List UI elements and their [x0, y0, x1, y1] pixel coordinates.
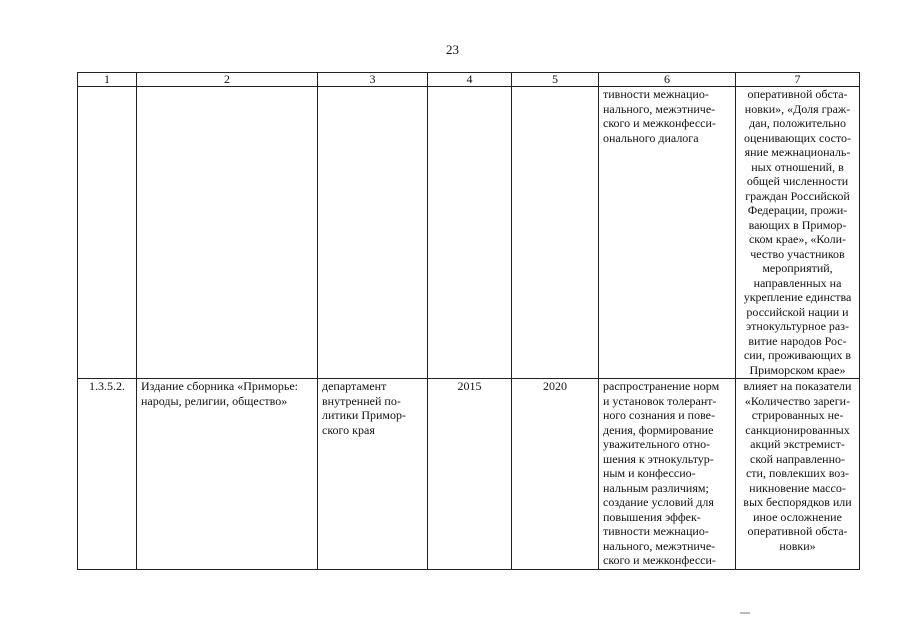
- header-col-2: 2: [137, 73, 318, 87]
- executor-cell: [318, 379, 428, 570]
- event-name-cell: [137, 87, 318, 379]
- program-table: [77, 72, 860, 570]
- header-col-3: 3: [318, 73, 428, 87]
- table-row: [78, 87, 860, 379]
- row-number-cell: [78, 87, 137, 379]
- event-name: Издание сборника «Приморье: народы, религии, общество»: [141, 379, 299, 408]
- header-col-1: 1: [78, 73, 137, 87]
- expected-result-cell: [599, 87, 736, 379]
- header-col-5: 5: [512, 73, 599, 87]
- end-year-cell: [512, 87, 599, 379]
- expected-result-text: распространение норм и установок толерант- ного сознания и пове- дения, формирование уважительного отно- шения к этнокультур- ным и конфессио- нальным различиям; создание условий для повышения эффек- тивности межнацио- нального, межэтниче- ского и межконфесси-: [603, 379, 720, 567]
- header-col-4: 4: [428, 73, 512, 87]
- event-name-cell: [137, 379, 318, 570]
- header-col-7: 7: [736, 73, 860, 87]
- start-year-cell: [428, 379, 512, 570]
- end-year-cell: [512, 379, 599, 570]
- executor-cell: [318, 87, 428, 379]
- row-number: 1.3.5.2.: [89, 379, 125, 393]
- indicator-link-text: оперативной обста- новки», «Доля граж- дан, положительно оценивающих состо- яние межнациональ- ных отношений, в общей численности граждан Российской Федерации, прожи- вающих в Примор- ском крае», «Коли- чество участников мероприятий, направленных на укрепление единства российской нации и этнокультурное раз- витие народов Рос- сии, проживающих в Приморском крае»: [743, 87, 852, 377]
- table-row: [78, 379, 860, 570]
- expected-result-text: тивности межнацио- нального, межэтниче- ского и межконфесси- онального диалога: [603, 87, 716, 145]
- page-number: 23: [446, 42, 459, 57]
- header-row: [78, 73, 860, 87]
- end-year: 2020: [543, 379, 567, 393]
- header-col-6: 6: [599, 73, 736, 87]
- indicator-link-cell: [736, 379, 860, 570]
- scan-mark: [740, 612, 750, 614]
- executor: департамент внутренней по- литики Примор- ского края: [322, 379, 407, 437]
- row-number-cell: [78, 379, 137, 570]
- expected-result-cell: [599, 379, 736, 570]
- indicator-link-text: влияет на показатели «Количество зареги- стрированных не- санкционированных акций экстремист- ской направленно- сти, повлекших воз- никновение массо- вых беспорядков или иное осложнение оперативной обста- новки»: [743, 379, 852, 553]
- start-year-cell: [428, 87, 512, 379]
- start-year: 2015: [457, 379, 482, 393]
- indicator-link-cell: [736, 87, 860, 379]
